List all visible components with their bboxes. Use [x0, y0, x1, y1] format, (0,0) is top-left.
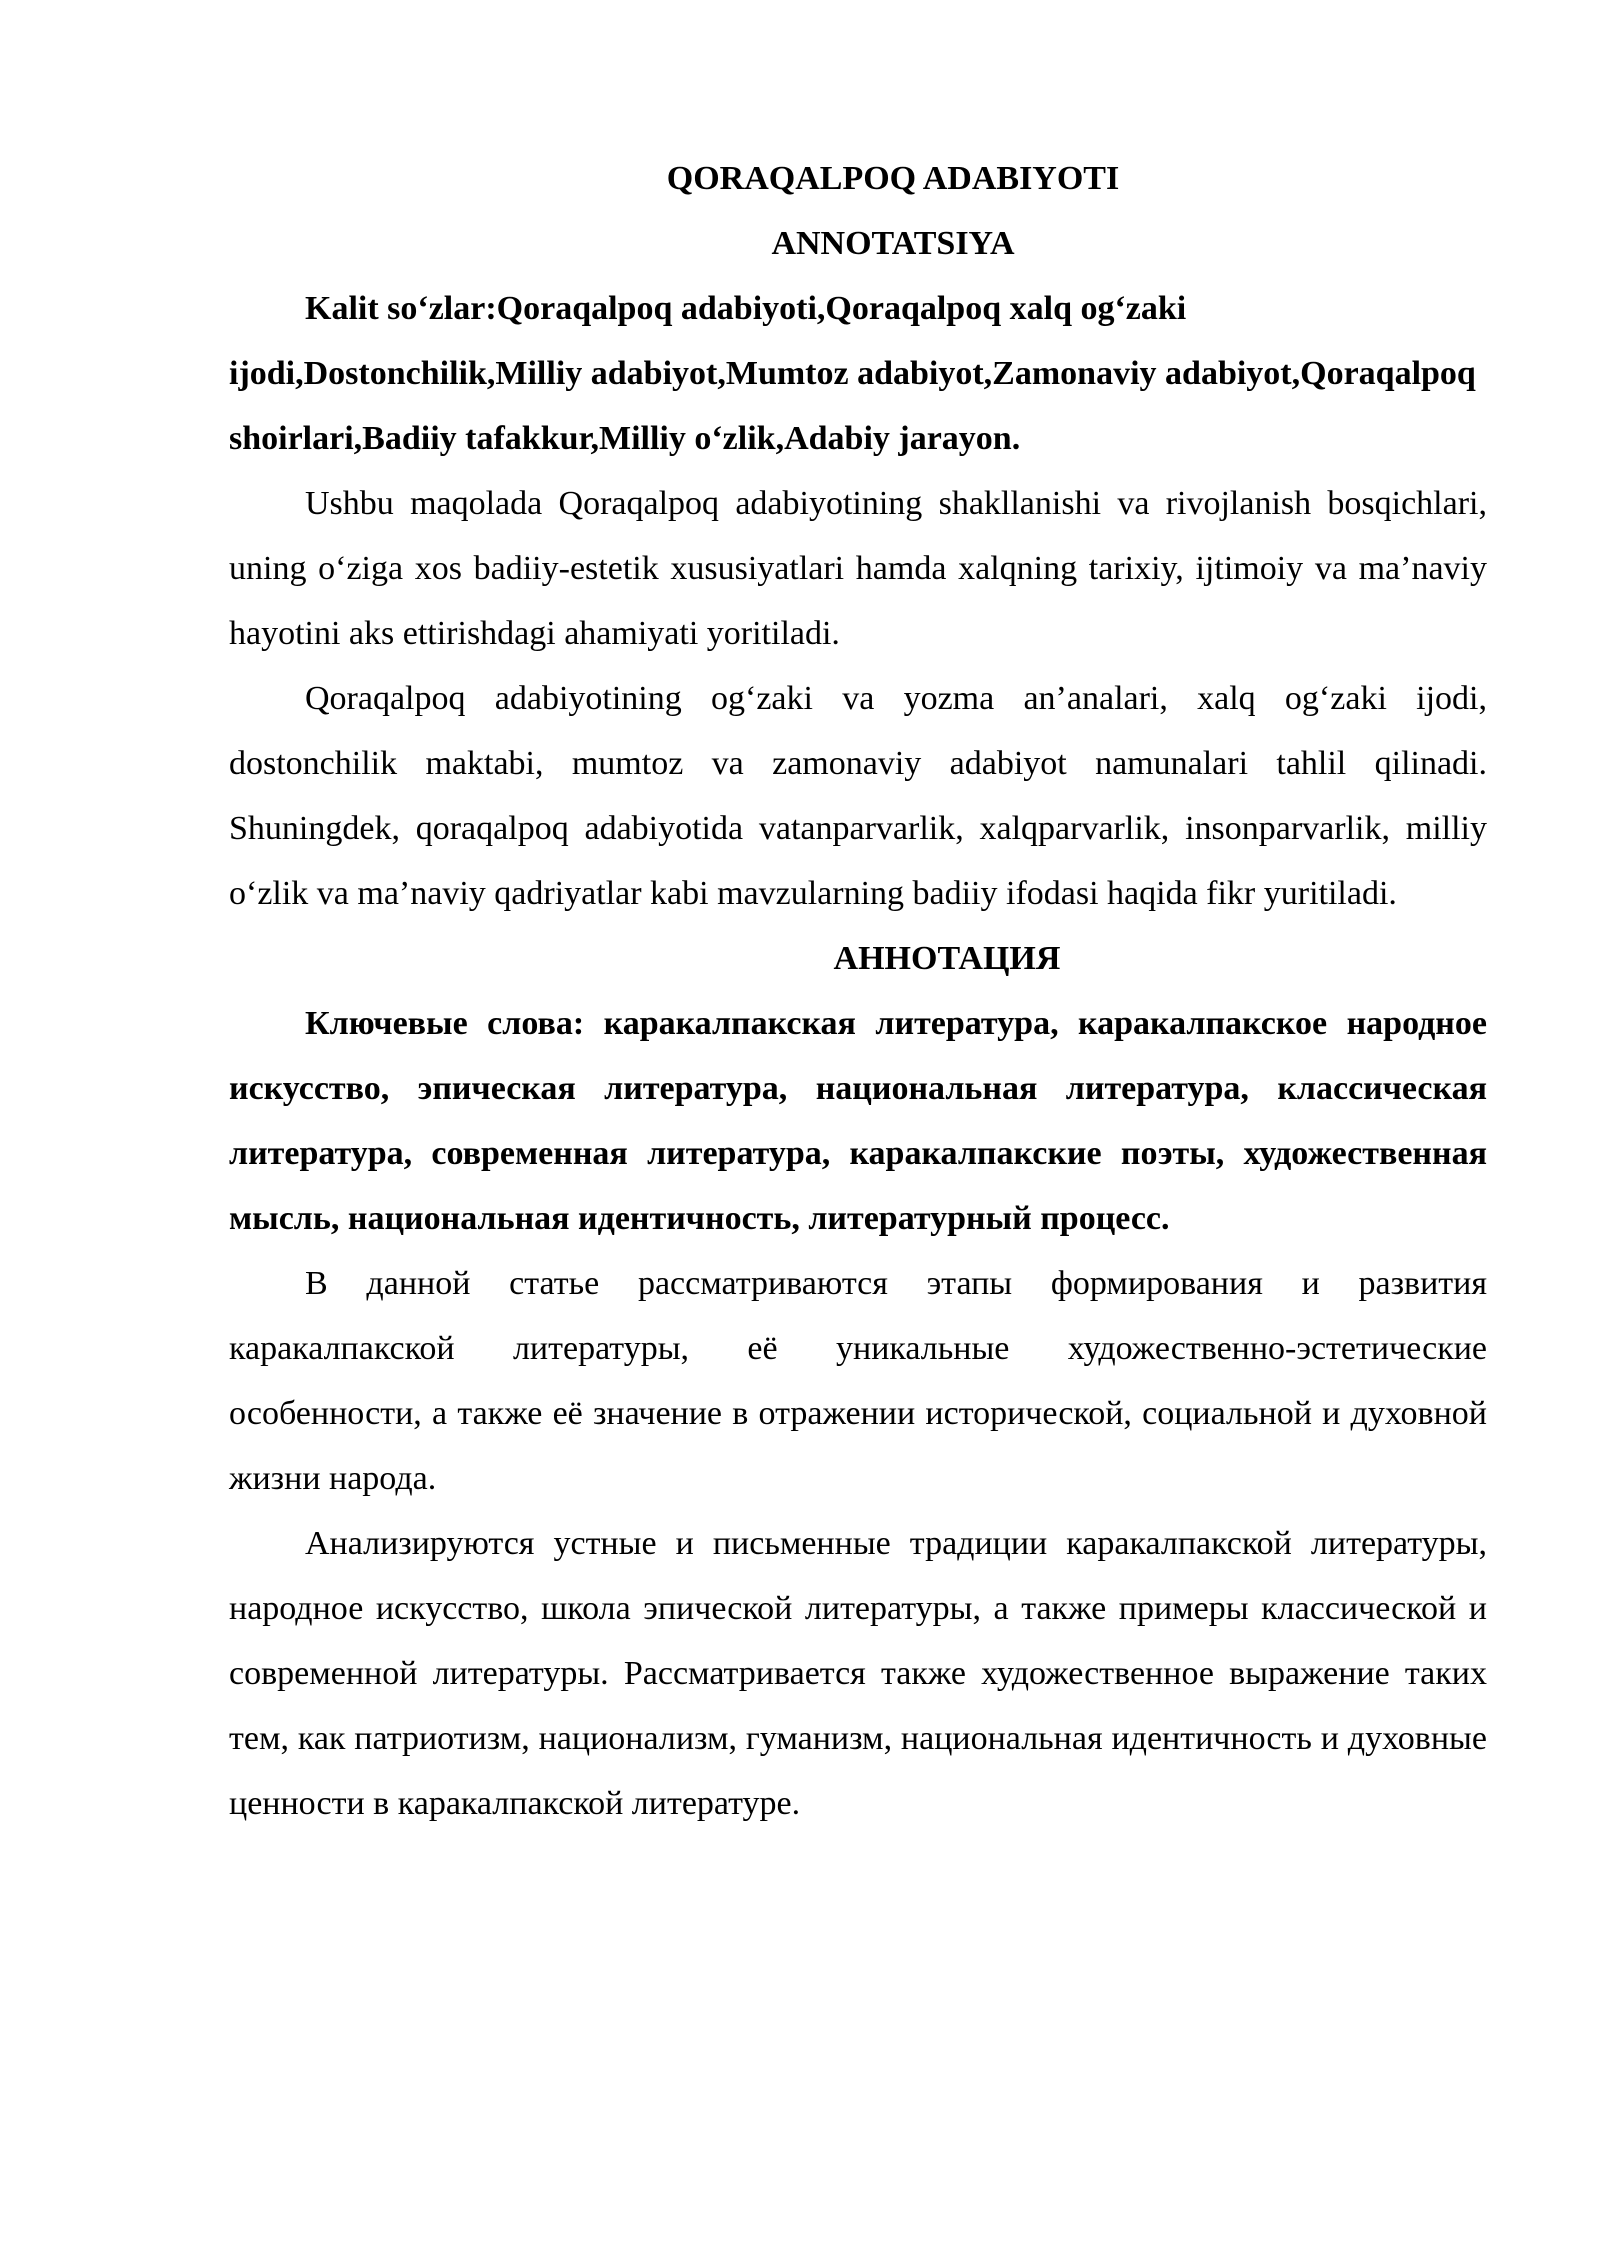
document-title: QORAQALPOQ ADABIYOTI: [666, 160, 1120, 197]
keywords-ru: Ключевые слова: каракалпакская литература, каракалпакское народное искусство, эпическая литература, национальная литература, классическая литература, современная литература, каракалпакские поэты, художественная мысль, национальная идентичность, литературный процесс.: [229, 1005, 1487, 1237]
abstract-paragraph-ru-2: Анализируются устные и письменные традиции каракалпакской литературы, народное искусство, школа эпической литературы, а также примеры классической и современной литературы. Рассматривается также художественное выражение таких тем, как патриотизм, национализм, гуманизм, национальная идентичность и духовные ценности в каракалпакской литературе.: [229, 1525, 1487, 1822]
document-page: [229, 146, 1487, 1836]
keywords-uz: Kalit so‘zlar:Qoraqalpoq adabiyoti,Qoraqalpoq xalq og‘zaki ijodi,Dostonchilik,Milliy adabiyot,Mumtoz adabiyot,Zamonaviy adabiyot,Qoraqalpoq shoirlari,Badiiy tafakkur,Milliy o‘zlik,Adabiy jarayon.: [229, 290, 1476, 457]
abstract-paragraph-ru-1: В данной статье рассматриваются этапы формирования и развития каракалпакской литературы, её уникальные художественно-эстетические особенности, а также её значение в отражении исторической, социальной и духовной жизни народа.: [229, 1265, 1487, 1497]
annotation-heading-ru: АННОТАЦИЯ: [833, 940, 1061, 977]
abstract-paragraph-uz-2: Qoraqalpoq adabiyotining og‘zaki va yozma an’analari, xalq og‘zaki ijodi, dostonchilik maktabi, mumtoz va zamonaviy adabiyot namunalari tahlil qilinadi. Shuningdek, qoraqalpoq adabiyotida vatanparvarlik, xalqparvarlik, insonparvarlik, milliy o‘zlik va ma’naviy qadriyatlar kabi mavzularning badiiy ifodasi haqida fikr yuritiladi.: [229, 680, 1487, 912]
abstract-paragraph-uz-1: Ushbu maqolada Qoraqalpoq adabiyotining shakllanishi va rivojlanish bosqichlari, uning o‘ziga xos badiiy-estetik xususiyatlari hamda xalqning tarixiy, ijtimoiy va ma’naviy hayotini aks ettirishdagi ahamiyati yoritiladi.: [229, 485, 1487, 652]
annotation-heading-uz: ANNOTATSIYA: [771, 225, 1015, 262]
